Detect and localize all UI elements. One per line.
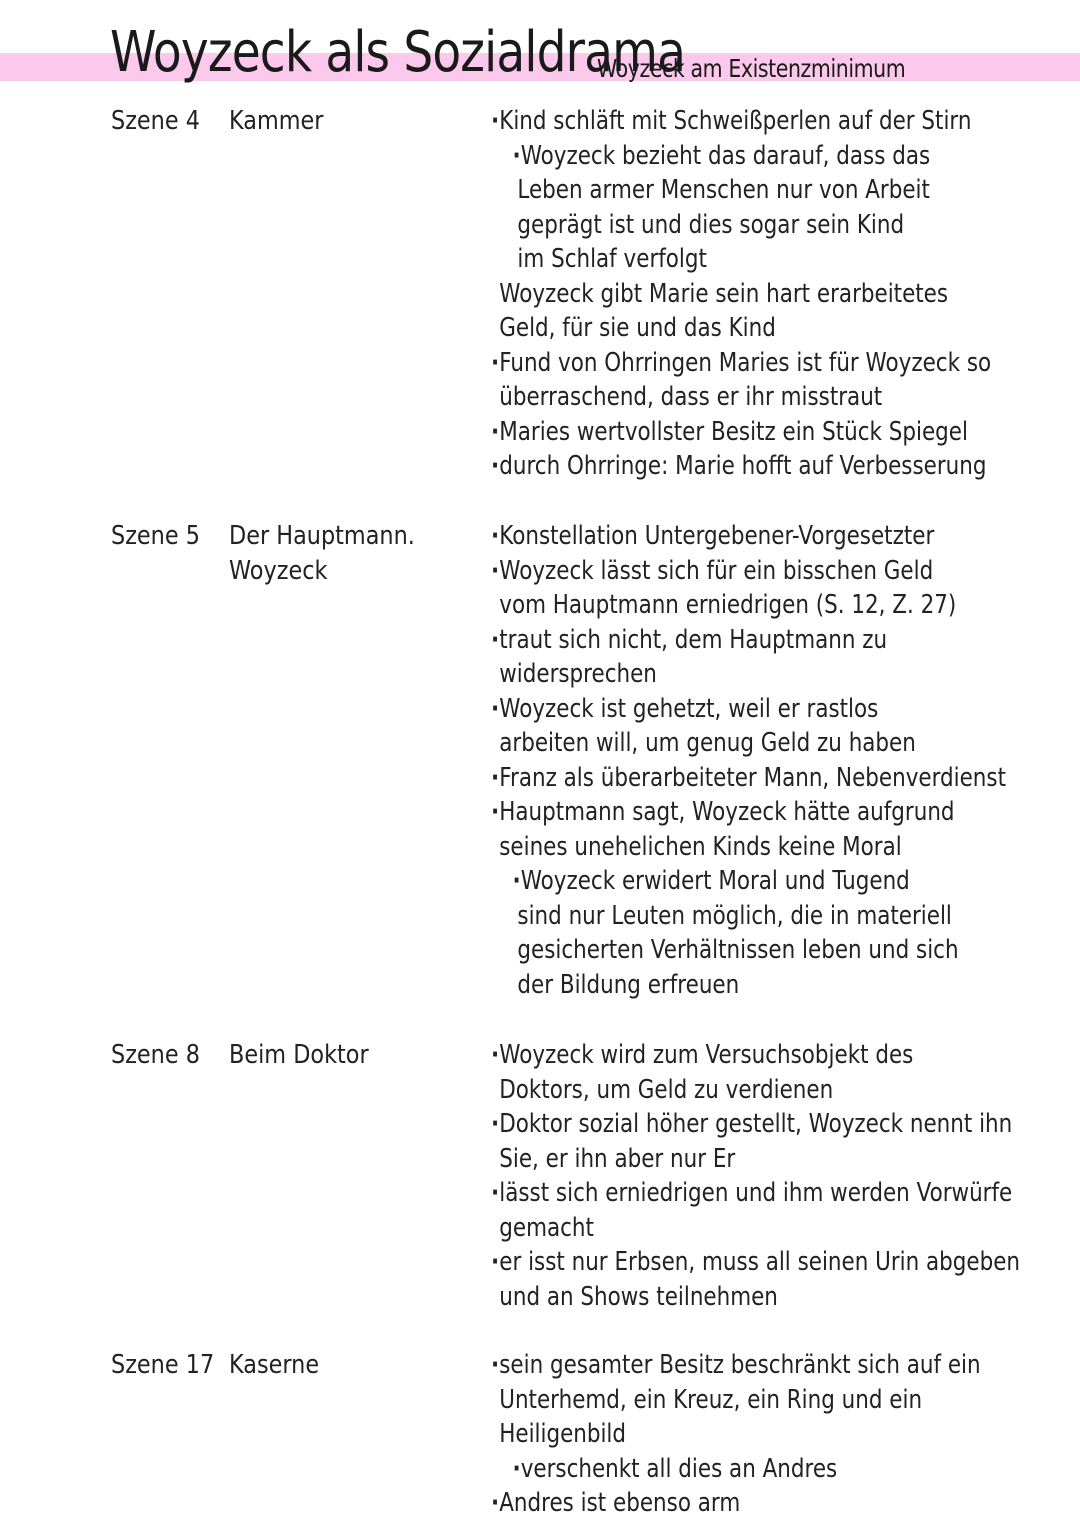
note-line: · Woyzeck wird zum Versuchsobjekt des: [491, 1038, 978, 1073]
note-line: · traut sich nicht, dem Hauptmann zu: [491, 623, 978, 658]
scene-place: [229, 519, 459, 588]
note-line: seines unehelichen Kinds keine Moral: [499, 831, 902, 862]
note-line: gesicherten Verhältnissen leben und sich: [517, 935, 959, 965]
note-line: Geld, für sie und das Kind: [499, 313, 776, 343]
scene-place-line: Beim Doktor: [229, 1040, 369, 1070]
note-line: Leben armer Menschen nur von Arbeit: [517, 175, 930, 205]
scene-notes: [491, 104, 1080, 484]
note-line: · verschenkt all dies an Andres: [491, 1452, 978, 1487]
note-line: · Franz als überarbeiteter Mann, Nebenverdienst: [491, 761, 978, 796]
note-line: Woyzeck gibt Marie sein hart erarbeitetes: [499, 278, 949, 309]
scene-notes: [491, 519, 1080, 1002]
note-line: Doktors, um Geld zu verdienen: [499, 1074, 834, 1105]
scene-notes: [491, 1348, 1080, 1521]
note-line: gemacht: [499, 1212, 594, 1243]
note-line: · er isst nur Erbsen, muss all seinen Urin abgeben: [491, 1245, 978, 1280]
note-line: arbeiten will, um genug Geld zu haben: [499, 728, 916, 758]
note-line: vom Hauptmann erniedrigen (S. 12, Z. 27): [499, 590, 957, 620]
scene-place: [229, 104, 459, 139]
note-line: · Hauptmann sagt, Woyzeck hätte aufgrund: [491, 795, 978, 830]
scene-number: Szene 5: [111, 521, 200, 551]
note-line: · lässt sich erniedrigen und ihm werden Vorwürfe: [491, 1176, 978, 1211]
note-line: · Konstellation Untergebener-Vorgesetzter: [491, 519, 978, 554]
scene-place-line: Der Hauptmann.: [229, 521, 415, 551]
note-line: · Woyzeck erwidert Moral und Tugend: [491, 864, 978, 899]
note-line: · Doktor sozial höher gestellt, Woyzeck nennt ihn: [491, 1107, 978, 1142]
note-line: · Woyzeck lässt sich für ein bisschen Geld: [491, 554, 978, 589]
page-subtitle: Woyzeck am Existenzminimum: [597, 54, 906, 83]
scene-notes: [491, 1038, 1080, 1314]
note-line: · Andres ist ebenso arm: [491, 1486, 978, 1521]
scene-place-line: Kammer: [229, 106, 324, 136]
note-line: · Woyzeck ist gehetzt, weil er rastlos: [491, 692, 978, 727]
scene-place-line: Woyzeck: [229, 555, 328, 586]
note-line: · Woyzeck bezieht das darauf, dass das: [491, 139, 978, 174]
note-line: überraschend, dass er ihr misstraut: [499, 382, 883, 412]
note-line: der Bildung erfreuen: [517, 969, 740, 1000]
scene-number: Szene 8: [111, 1040, 200, 1070]
note-line: Heiligenbild: [499, 1419, 627, 1449]
note-line: geprägt ist und dies sogar sein Kind: [517, 209, 905, 240]
note-line: · Maries wertvollster Besitz ein Stück Spiegel: [491, 415, 978, 450]
note-line: sind nur Leuten möglich, die in materiell: [517, 900, 952, 931]
note-line: · sein gesamter Besitz beschränkt sich auf ein: [491, 1348, 978, 1383]
scene-number: Szene 4: [111, 106, 200, 136]
note-line: widersprechen: [499, 659, 657, 689]
note-line: · Fund von Ohrringen Maries ist für Woyzeck so: [491, 346, 978, 381]
scene-number: Szene 17: [111, 1350, 215, 1380]
page-title: Woyzeck als Sozialdrama: [110, 20, 686, 85]
scene-place: [229, 1038, 459, 1073]
note-line: und an Shows teilnehmen: [499, 1281, 778, 1312]
scene-place: [229, 1348, 459, 1383]
note-line: im Schlaf verfolgt: [517, 244, 707, 274]
note-line: · durch Ohrringe: Marie hofft auf Verbesserung: [491, 449, 978, 484]
note-line: · Kind schläft mit Schweißperlen auf der Stirn: [491, 104, 978, 139]
note-line: Sie, er ihn aber nur Er: [499, 1143, 736, 1174]
scene-place-line: Kaserne: [229, 1350, 320, 1380]
note-line: Unterhemd, ein Kreuz, ein Ring und ein: [499, 1384, 923, 1415]
